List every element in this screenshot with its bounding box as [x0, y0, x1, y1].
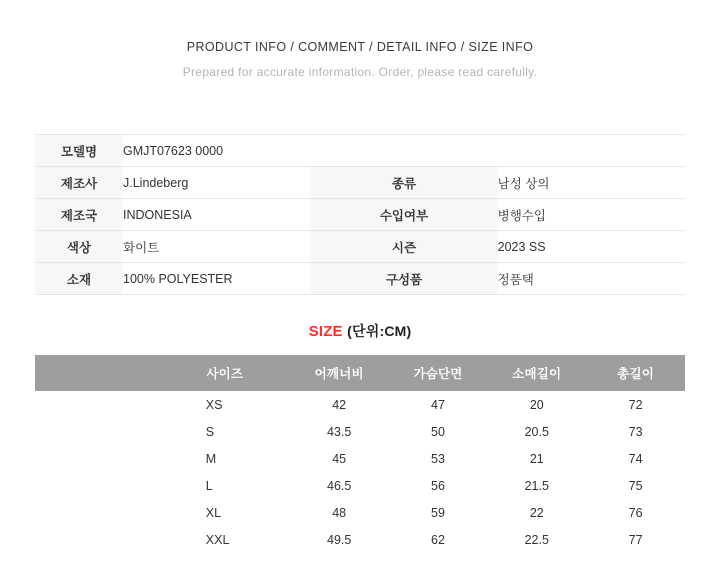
size-header-sleeve: 소매길이 [487, 355, 586, 391]
size-cell-length: 73 [586, 418, 685, 445]
size-cell-chest: 47 [389, 391, 488, 418]
table-row [35, 499, 685, 526]
table-row [35, 472, 685, 499]
table-row [35, 263, 685, 295]
size-cell-length: 75 [586, 472, 685, 499]
size-cell-sleeve: 20.5 [487, 418, 586, 445]
table-row [35, 231, 685, 263]
table-row [35, 135, 685, 167]
table-row [35, 391, 685, 418]
info-label-components: 구성품 [310, 263, 497, 295]
product-info-table [35, 134, 685, 295]
size-cell-spacer [35, 391, 160, 418]
info-label-origin: 제조국 [35, 199, 123, 231]
size-cell-spacer [35, 499, 160, 526]
size-cell-chest: 56 [389, 472, 488, 499]
size-cell-chest: 62 [389, 526, 488, 553]
size-cell-name: XL [160, 499, 290, 526]
size-cell-name: S [160, 418, 290, 445]
size-cell-shoulder: 45 [290, 445, 389, 472]
size-header-chest: 가슴단면 [389, 355, 488, 391]
size-cell-spacer [35, 472, 160, 499]
size-heading-unit: (단위:CM) [347, 323, 412, 339]
size-cell-sleeve: 21 [487, 445, 586, 472]
page-header [0, 0, 720, 79]
size-cell-sleeve: 22.5 [487, 526, 586, 553]
size-cell-sleeve: 20 [487, 391, 586, 418]
page-title: PRODUCT INFO / COMMENT / DETAIL INFO / SIZE INFO [186, 40, 534, 54]
info-label-import: 수입여부 [310, 199, 497, 231]
size-cell-sleeve: 22 [487, 499, 586, 526]
product-info-table-wrapper [35, 134, 685, 295]
size-cell-length: 77 [586, 526, 685, 553]
size-cell-name: XXL [160, 526, 290, 553]
size-cell-chest: 50 [389, 418, 488, 445]
info-value-model: GMJT07623 0000 [123, 135, 685, 167]
page-subtitle: Prepared for accurate information. Order, please read carefully. [182, 65, 538, 79]
info-value-material: 100% POLYESTER [123, 263, 310, 295]
size-cell-length: 76 [586, 499, 685, 526]
size-header-size: 사이즈 [160, 355, 290, 391]
info-value-season: 2023 SS [498, 231, 685, 263]
size-cell-length: 74 [586, 445, 685, 472]
size-cell-chest: 59 [389, 499, 488, 526]
size-cell-chest: 53 [389, 445, 488, 472]
table-row [35, 445, 685, 472]
size-cell-spacer [35, 418, 160, 445]
info-label-season: 시즌 [310, 231, 497, 263]
info-value-maker: J.Lindeberg [123, 167, 310, 199]
table-row [35, 418, 685, 445]
size-cell-name: XS [160, 391, 290, 418]
info-value-import: 병행수입 [498, 199, 685, 231]
size-cell-spacer [35, 445, 160, 472]
info-label-material: 소재 [35, 263, 123, 295]
size-cell-length: 72 [586, 391, 685, 418]
size-header-length: 총길이 [586, 355, 685, 391]
size-cell-name: M [160, 445, 290, 472]
size-cell-shoulder: 46.5 [290, 472, 389, 499]
info-value-type: 남성 상의 [498, 167, 685, 199]
size-cell-shoulder: 49.5 [290, 526, 389, 553]
size-cell-name: L [160, 472, 290, 499]
size-header-shoulder: 어깨너비 [290, 355, 389, 391]
info-value-color: 화이트 [123, 231, 310, 263]
size-table [35, 355, 685, 553]
size-cell-spacer [35, 526, 160, 553]
size-cell-shoulder: 43.5 [290, 418, 389, 445]
size-cell-shoulder: 48 [290, 499, 389, 526]
info-value-components: 정품택 [498, 263, 685, 295]
size-cell-sleeve: 21.5 [487, 472, 586, 499]
info-label-type: 종류 [310, 167, 497, 199]
table-row [35, 526, 685, 553]
size-cell-shoulder: 42 [290, 391, 389, 418]
info-label-maker: 제조사 [35, 167, 123, 199]
info-value-origin: INDONESIA [123, 199, 310, 231]
table-row [35, 167, 685, 199]
info-label-model: 모델명 [35, 135, 123, 167]
info-label-color: 색상 [35, 231, 123, 263]
size-header-spacer [35, 355, 160, 391]
size-table-header-row [35, 355, 685, 391]
size-table-wrapper [35, 355, 685, 553]
table-row [35, 199, 685, 231]
size-section-heading [0, 321, 720, 341]
size-heading-word: SIZE [308, 323, 343, 340]
